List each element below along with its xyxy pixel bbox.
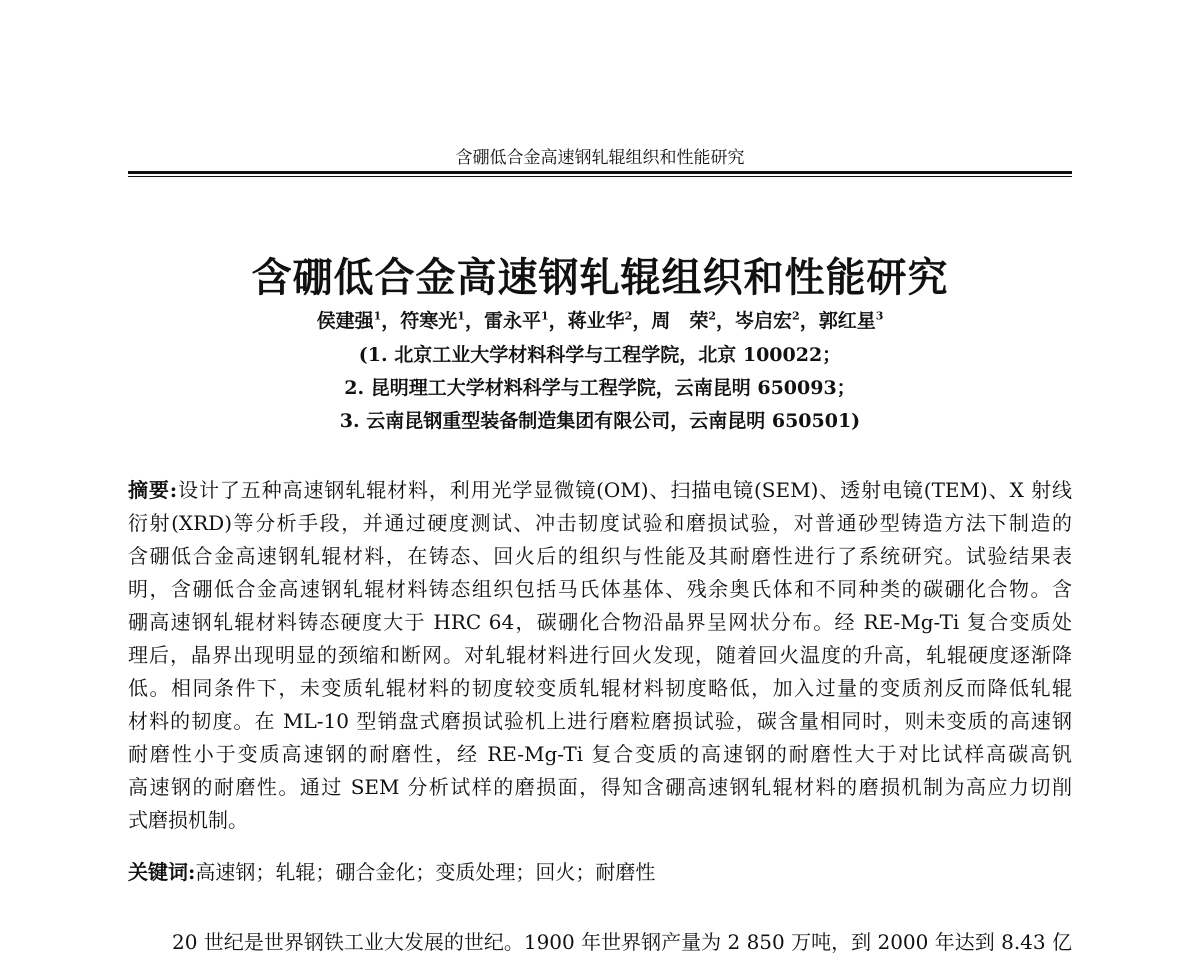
- affiliation-2: 2. 昆明理工大学材料科学与工程学院，云南昆明 650093；: [344, 377, 856, 399]
- abstract-text: 含硼低合金高速钢轧辊材料，在铸态、回火后的组织与性能及其耐磨性进行了系统研究。试验结果表: [128, 544, 1072, 568]
- author: 蒋业华$^2$，: [567, 309, 652, 332]
- abstract-text: 衍射(XRD)等分析手段，并通过硬度测试、冲击韧度试验和磨损试验，对普通砂型铸造方法下制造的: [128, 511, 1072, 535]
- author: 符寒光$^1$，: [400, 309, 484, 332]
- abstract-line: [128, 774, 1072, 800]
- author: 侯建强$^1$，: [316, 309, 401, 332]
- abstract-line: [128, 510, 1072, 536]
- author-name: 雷永平: [483, 310, 541, 332]
- affiliation-marker: 1: [457, 309, 465, 323]
- abstract-line: [128, 576, 1072, 602]
- abstract-text: 式磨损机制。: [128, 808, 248, 832]
- abstract-line: [128, 807, 1072, 833]
- abstract-line: [128, 477, 1072, 503]
- abstract-text: 高速钢的耐磨性。通过 SEM 分析试样的磨损面，得知含硼高速钢轧辊材料的磨损机制为高应力切削: [128, 775, 1072, 799]
- abstract-line: [128, 642, 1072, 668]
- abstract-text: 耐磨性小于变质高速钢的耐磨性，经 RE-Mg-Ti 复合变质的高速钢的耐磨性大于对比试样高碳高钒: [128, 742, 1072, 766]
- author-name: 侯建强: [316, 310, 374, 332]
- body-paragraph-first-line: 20 世纪是世界钢铁工业大发展的世纪。1900 年世界钢产量为 2 850 万吨，到 2000 年达到 8.43 亿: [172, 930, 1072, 954]
- abstract-line: [128, 675, 1072, 701]
- abstract-text: 硼高速钢轧辊材料铸态硬度大于 HRC 64，碳硼化合物沿晶界呈网状分布。经 RE-Mg-Ti 复合变质处: [128, 610, 1072, 634]
- abstract-text: 理后，晶界出现明显的颈缩和断网。对轧辊材料进行回火发现，随着回火温度的升高，轧辊硬度逐渐降: [128, 643, 1072, 667]
- affiliation-1: (1. 北京工业大学材料科学与工程学院，北京 100022；: [358, 344, 842, 366]
- keywords-text: 高速钢；轧辊；硼合金化；变质处理；回火；耐磨性: [195, 860, 656, 884]
- affiliation-marker: 2: [792, 309, 800, 323]
- running-header: 含硼低合金高速钢轧辊组织和性能研究: [455, 148, 745, 168]
- affiliation-3: 3. 云南昆钢重型装备制造集团有限公司，云南昆明 650501): [339, 410, 861, 432]
- author-name: 符寒光: [400, 310, 458, 332]
- author-list: [0, 306, 1200, 333]
- abstract-line: [128, 609, 1072, 635]
- affiliation-marker: 1: [373, 309, 382, 323]
- affiliation-marker: 1: [540, 309, 549, 323]
- abstract-text: 明，含硼低合金高速钢轧辊材料铸态组织包括马氏体基体、残余奥氏体和不同种类的碳硼化合物。含: [128, 577, 1072, 601]
- keywords: [128, 859, 1072, 885]
- paper-title: 含硼低合金高速钢轧辊组织和性能研究: [251, 255, 949, 301]
- author-name: 郭红星: [818, 310, 876, 332]
- affiliation-marker: 2: [624, 309, 633, 323]
- affiliation-marker: 3: [875, 309, 884, 323]
- header-rule-thick: [128, 171, 1072, 174]
- affiliation-marker: 2: [708, 309, 717, 323]
- keywords-label: 关键词:: [128, 860, 196, 884]
- author-name: 蒋业华: [567, 310, 625, 332]
- abstract-text: 材料的韧度。在 ML-10 型销盘式磨损试验机上进行磨粒磨损试验，碳含量相同时，则未变质的高速钢: [128, 709, 1072, 733]
- author: 周 荣$^2$，: [651, 309, 736, 332]
- author: [819, 310, 884, 332]
- header-rule-thin: [128, 176, 1072, 177]
- author-name: 周 荣: [651, 310, 709, 332]
- author: 岑启宏$^2$，: [735, 309, 819, 332]
- author: 雷永平$^1$，: [483, 309, 568, 332]
- abstract-line: [128, 543, 1072, 569]
- abstract-label: 摘要:: [128, 478, 178, 502]
- abstract-line: [128, 741, 1072, 767]
- author-name: 岑启宏: [735, 310, 793, 332]
- abstract-text: 设计了五种高速钢轧辊材料，利用光学显微镜(OM)、扫描电镜(SEM)、透射电镜(TEM)、X 射线: [177, 478, 1072, 502]
- abstract-line: [128, 708, 1072, 734]
- abstract-text: 低。相同条件下，未变质轧辊材料的韧度较变质轧辊材料韧度略低，加入过量的变质剂反而降低轧辊: [128, 676, 1072, 700]
